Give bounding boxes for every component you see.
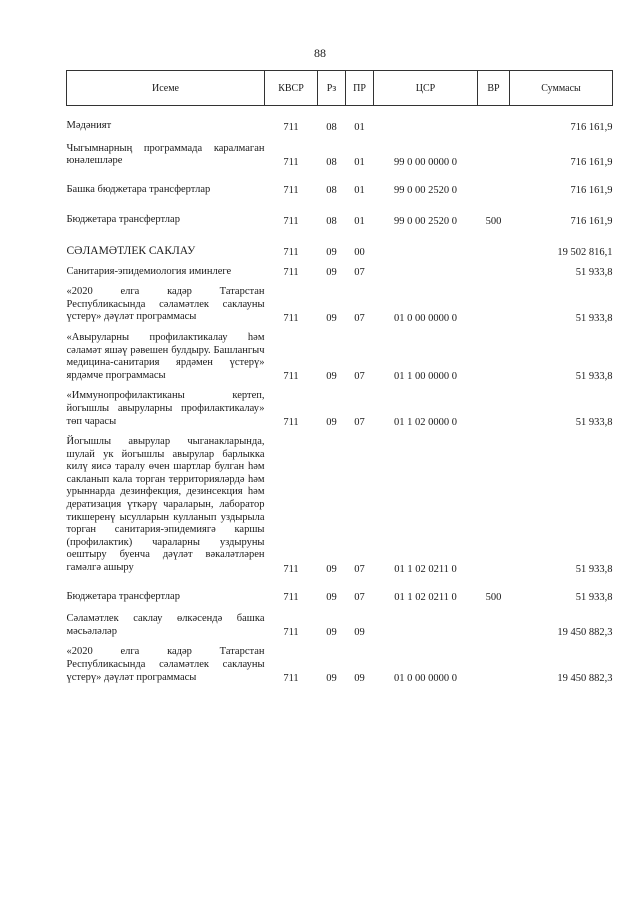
row-tsr: 01 1 02 0211 0: [394, 563, 457, 575]
row-sum: 51 933,8: [575, 592, 613, 604]
row-name: Башка бюджетара трансфертлар: [66, 183, 211, 195]
row-vr: [478, 143, 510, 168]
row-name: «Авыруларны профилактикалау һәм сәламәт яшәү рәвешен булдыру. Башлангыч медицина-санитария ярдәмен үстерү» ярдәмче программасы: [66, 331, 265, 381]
row-kvsr: 711: [283, 371, 299, 383]
row-sum: 51 933,8: [575, 312, 613, 324]
table-row: [67, 646, 613, 684]
row-name: Сәламәтлек саклау өлкәсендә башка мәсьәләләр: [66, 613, 265, 637]
row-name: «2020 елга кадәр Татарстан Республикасында сәламәтлек саклауны үстерү» дәүләт программасы: [66, 286, 265, 323]
row-kvsr: 711: [283, 627, 299, 639]
row-tsr: 99 0 00 2520 0: [394, 185, 457, 197]
row-name: «2020 елга кадәр Татарстан Республикасында сәламәтлек саклауны үстерү» дәүләт программасы: [66, 646, 265, 683]
row-vr: [478, 184, 510, 197]
row-pr: 01: [354, 185, 365, 197]
table-row: [67, 286, 613, 324]
row-sum: 51 933,8: [575, 371, 613, 383]
row-tsr: [374, 613, 478, 638]
row-vr: [478, 245, 510, 258]
row-kvsr: 711: [283, 267, 299, 279]
row-kvsr: 711: [283, 592, 299, 604]
row-name: Чыгымнарның программада каралмаган юнәлешләре: [66, 142, 265, 167]
table-row: [67, 613, 613, 638]
row-tsr: [374, 120, 478, 133]
header-rz: Рз: [318, 71, 346, 106]
row-kvsr: 711: [283, 156, 299, 168]
row-tsr: 99 0 00 2520 0: [394, 215, 457, 227]
row-vr: [478, 436, 510, 575]
row-pr: 01: [354, 156, 365, 168]
row-pr: 07: [354, 563, 365, 575]
table-row: [67, 143, 613, 168]
row-sum: 716 161,9: [570, 185, 613, 197]
table-row: [67, 591, 613, 604]
header-pr: ПР: [346, 71, 374, 106]
row-tsr: 01 1 02 0000 0: [394, 417, 457, 429]
row-vr: [478, 266, 510, 279]
row-name: СӘЛАМӘТЛЕК САКЛАУ: [66, 244, 196, 257]
row-sum: 716 161,9: [570, 156, 613, 168]
row-rz: 08: [326, 156, 337, 168]
row-rz: 08: [326, 121, 337, 133]
row-sum: 51 933,8: [575, 267, 613, 279]
row-pr: 07: [354, 371, 365, 383]
header-kvsr: КВСР: [265, 71, 318, 106]
table-row: [67, 245, 613, 258]
row-tsr: 99 0 00 0000 0: [394, 156, 457, 168]
table-row: [67, 390, 613, 428]
row-vr: [478, 332, 510, 382]
row-tsr: 01 1 00 0000 0: [394, 371, 457, 383]
row-kvsr: 711: [283, 121, 299, 133]
table-row: [67, 266, 613, 279]
row-name: Йогышлы авырулар чыганакларында, шулай ук йогышлы авырулар барлыкка килү яисә таралу өчен шартлар булган һәм сакланып кала торган территорияләрдә һәм урыннарда дезинфекция, дезинсекция һәм дератизация үткәрү чараларын, лаборатор тикшеренү ысулларын кулланып уздырыла торган санитария-эпидемиягә каршы (профилактик) чараларны уздыруны оештыру буенча дәүләт вәкаләтләрен гамәлгә ашыру: [66, 436, 265, 574]
table-row: [67, 214, 613, 227]
header-name: Исеме: [67, 71, 265, 106]
row-vr: [478, 390, 510, 428]
header-tsr: ЦСР: [374, 71, 478, 106]
row-kvsr: 711: [283, 246, 299, 258]
row-rz: 08: [326, 185, 337, 197]
row-rz: 08: [326, 215, 337, 227]
row-name: Санитария-эпидемиология иминлеге: [66, 265, 232, 277]
row-rz: 09: [326, 563, 337, 575]
page-number: 88: [314, 46, 326, 60]
row-rz: 09: [326, 627, 337, 639]
row-pr: 07: [354, 312, 365, 324]
row-vr: [478, 286, 510, 324]
row-pr: 07: [354, 417, 365, 429]
header-sum: Суммасы: [510, 71, 613, 106]
row-tsr: 01 0 00 0000 0: [394, 673, 457, 685]
row-kvsr: 711: [283, 215, 299, 227]
budget-table: [66, 70, 613, 684]
row-kvsr: 711: [283, 185, 299, 197]
row-rz: 09: [326, 267, 337, 279]
row-kvsr: 711: [283, 417, 299, 429]
row-sum: 716 161,9: [570, 121, 613, 133]
row-sum: 51 933,8: [575, 563, 613, 575]
row-pr: 00: [354, 246, 365, 258]
row-rz: 09: [326, 592, 337, 604]
row-kvsr: 711: [283, 563, 299, 575]
table-row: [67, 184, 613, 197]
table-header: [67, 71, 613, 106]
row-rz: 09: [326, 246, 337, 258]
table-row: [67, 332, 613, 382]
row-sum: 716 161,9: [570, 215, 613, 227]
row-tsr: [374, 266, 478, 279]
table-row: [67, 436, 613, 575]
row-name: Бюджетара трансфертлар: [66, 214, 180, 226]
row-sum: 19 502 816,1: [557, 246, 613, 258]
row-name: Мәдәният: [66, 120, 112, 131]
row-rz: 09: [326, 417, 337, 429]
row-pr: 07: [354, 592, 365, 604]
row-vr: [478, 120, 510, 133]
row-pr: 01: [354, 121, 365, 133]
row-tsr: [374, 245, 478, 258]
row-tsr: 01 0 00 0000 0: [394, 312, 457, 324]
row-vr: [478, 613, 510, 638]
table-row: [67, 120, 613, 133]
row-kvsr: 711: [283, 312, 299, 324]
row-kvsr: 711: [283, 673, 299, 685]
row-vr: [478, 646, 510, 684]
row-sum: 19 450 882,3: [557, 627, 613, 639]
row-tsr: 01 1 02 0211 0: [394, 592, 457, 604]
row-rz: 09: [326, 312, 337, 324]
row-pr: 09: [354, 673, 365, 685]
row-name: «Иммунопрофилактиканы кертеп, йогышлы авыруларны профилактикалау» төп чарасы: [66, 390, 265, 427]
row-vr: 500: [485, 215, 502, 227]
header-vr: ВР: [478, 71, 510, 106]
row-vr: 500: [485, 592, 502, 604]
row-pr: 09: [354, 627, 365, 639]
row-pr: 01: [354, 215, 365, 227]
row-rz: 09: [326, 673, 337, 685]
row-sum: 51 933,8: [575, 417, 613, 429]
row-name: Бюджетара трансфертлар: [66, 590, 180, 602]
row-rz: 09: [326, 371, 337, 383]
row-pr: 07: [354, 267, 365, 279]
row-sum: 19 450 882,3: [557, 673, 613, 685]
